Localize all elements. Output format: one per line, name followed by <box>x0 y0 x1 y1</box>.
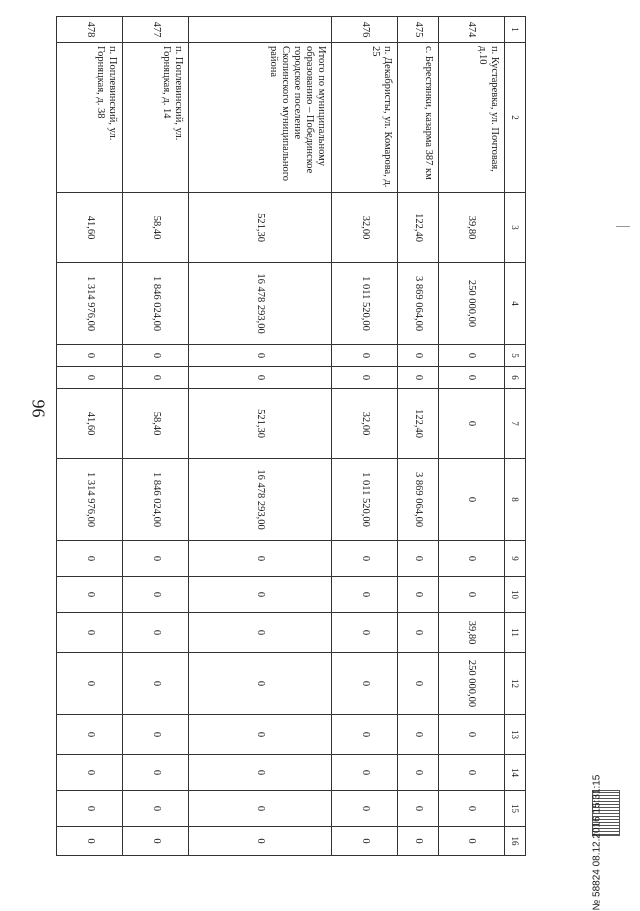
address-cell: п. Декабристы, ул. Комарова, д. 25 <box>332 43 398 193</box>
column-number-8: 8 <box>505 459 526 541</box>
value-cell: 1 011 520,00 <box>332 459 398 541</box>
value-cell: 58,40 <box>123 389 189 459</box>
value-cell: 0 <box>123 577 189 613</box>
value-cell: 0 <box>123 345 189 367</box>
table-row <box>57 17 123 856</box>
value-cell: 0 <box>398 367 438 389</box>
address-cell: п. Кустаревка, ул. Почтовая, д.10 <box>438 43 504 193</box>
value-cell: 0 <box>189 345 332 367</box>
row-number-cell: 475 <box>398 17 438 43</box>
column-number-11: 11 <box>505 613 526 653</box>
register-table-wrapper <box>56 16 526 851</box>
registration-number: № 58824 08.12.2016 15:31:15 <box>591 774 603 911</box>
value-cell: 0 <box>332 715 398 755</box>
column-number-5: 5 <box>505 345 526 367</box>
value-cell: 0 <box>332 755 398 791</box>
page-number: 96 <box>28 399 49 418</box>
value-cell: 0 <box>189 653 332 715</box>
value-cell: 0 <box>438 755 504 791</box>
value-cell: 0 <box>332 345 398 367</box>
value-cell: 16 478 293,00 <box>189 263 332 345</box>
value-cell: 0 <box>123 541 189 577</box>
value-cell: 0 <box>189 541 332 577</box>
value-cell: 0 <box>123 613 189 653</box>
value-cell: 3 869 064,00 <box>398 459 438 541</box>
row-number-cell <box>189 17 332 43</box>
value-cell: 0 <box>57 755 123 791</box>
value-cell: 0 <box>189 577 332 613</box>
value-cell: 0 <box>123 367 189 389</box>
value-cell: 0 <box>398 755 438 791</box>
column-number-14: 14 <box>505 755 526 791</box>
value-cell: 0 <box>438 827 504 856</box>
value-cell: 0 <box>123 791 189 827</box>
value-cell: 250 000,00 <box>438 653 504 715</box>
value-cell: 521,30 <box>189 193 332 263</box>
table-row <box>332 17 398 856</box>
value-cell: 0 <box>332 827 398 856</box>
column-number-2: 2 <box>505 43 526 193</box>
value-cell: 0 <box>189 613 332 653</box>
value-cell: 1 314 976,00 <box>57 263 123 345</box>
column-number-13: 13 <box>505 715 526 755</box>
value-cell: 0 <box>398 827 438 856</box>
column-number-row <box>505 17 526 856</box>
column-number-3: 3 <box>505 193 526 263</box>
value-cell: 41,60 <box>57 389 123 459</box>
value-cell: 1 846 024,00 <box>123 263 189 345</box>
value-cell: 0 <box>332 577 398 613</box>
address-cell: п. Поплевинский, ул. Горняцкая, д. 38 <box>57 43 123 193</box>
column-number-10: 10 <box>505 577 526 613</box>
table-row <box>398 17 438 856</box>
value-cell: 0 <box>438 791 504 827</box>
value-cell: 58,40 <box>123 193 189 263</box>
value-cell: 0 <box>332 541 398 577</box>
column-number-9: 9 <box>505 541 526 577</box>
value-cell: 521,30 <box>189 389 332 459</box>
value-cell: 0 <box>123 755 189 791</box>
value-cell: 3 869 064,00 <box>398 263 438 345</box>
value-cell: 0 <box>57 367 123 389</box>
table-row <box>189 17 332 856</box>
column-number-16: 16 <box>505 827 526 856</box>
value-cell: 0 <box>398 345 438 367</box>
value-cell: 0 <box>438 345 504 367</box>
table-row <box>123 17 189 856</box>
value-cell: 0 <box>438 389 504 459</box>
address-cell: с. Берестянки, казарма 387 км <box>398 43 438 193</box>
row-number-cell: 478 <box>57 17 123 43</box>
value-cell: 0 <box>189 367 332 389</box>
value-cell: 0 <box>189 827 332 856</box>
value-cell: 1 846 024,00 <box>123 459 189 541</box>
value-cell: 0 <box>57 715 123 755</box>
value-cell: 0 <box>57 345 123 367</box>
value-cell: 0 <box>123 715 189 755</box>
table-row <box>438 17 504 856</box>
row-number-cell: 474 <box>438 17 504 43</box>
column-number-4: 4 <box>505 263 526 345</box>
value-cell: 0 <box>398 715 438 755</box>
column-number-1: 1 <box>505 17 526 43</box>
value-cell: 0 <box>438 577 504 613</box>
value-cell: 39,80 <box>438 613 504 653</box>
value-cell: 0 <box>57 577 123 613</box>
margin-mark <box>616 226 630 227</box>
column-number-7: 7 <box>505 389 526 459</box>
value-cell: 0 <box>438 367 504 389</box>
register-table <box>56 16 526 856</box>
value-cell: 0 <box>332 613 398 653</box>
registration-stamp <box>577 605 617 911</box>
value-cell: 0 <box>332 791 398 827</box>
value-cell: 0 <box>438 541 504 577</box>
value-cell: 0 <box>57 541 123 577</box>
row-number-cell: 477 <box>123 17 189 43</box>
value-cell: 0 <box>57 653 123 715</box>
value-cell: 122,40 <box>398 389 438 459</box>
address-cell: Итого по муниципальному образованию – Побединское городское поселение Скопинского муниципального района <box>189 43 332 193</box>
value-cell: 0 <box>398 653 438 715</box>
value-cell: 39,80 <box>438 193 504 263</box>
value-cell: 0 <box>189 715 332 755</box>
value-cell: 0 <box>398 577 438 613</box>
value-cell: 0 <box>123 653 189 715</box>
value-cell: 0 <box>189 791 332 827</box>
value-cell: 0 <box>57 791 123 827</box>
value-cell: 32,00 <box>332 193 398 263</box>
value-cell: 0 <box>332 653 398 715</box>
value-cell: 0 <box>123 827 189 856</box>
row-number-cell: 476 <box>332 17 398 43</box>
value-cell: 0 <box>57 613 123 653</box>
value-cell: 0 <box>57 827 123 856</box>
value-cell: 0 <box>398 613 438 653</box>
value-cell: 0 <box>438 715 504 755</box>
value-cell: 0 <box>332 367 398 389</box>
value-cell: 16 478 293,00 <box>189 459 332 541</box>
value-cell: 0 <box>438 459 504 541</box>
column-number-15: 15 <box>505 791 526 827</box>
value-cell: 0 <box>398 541 438 577</box>
value-cell: 41,60 <box>57 193 123 263</box>
value-cell: 1 314 976,00 <box>57 459 123 541</box>
value-cell: 32,00 <box>332 389 398 459</box>
value-cell: 1 011 520,00 <box>332 263 398 345</box>
value-cell: 250 000,00 <box>438 263 504 345</box>
value-cell: 0 <box>189 755 332 791</box>
value-cell: 122,40 <box>398 193 438 263</box>
value-cell: 0 <box>398 791 438 827</box>
column-number-6: 6 <box>505 367 526 389</box>
address-cell: п. Поплевинский, ул. Горняцкая, д. 14 <box>123 43 189 193</box>
column-number-12: 12 <box>505 653 526 715</box>
